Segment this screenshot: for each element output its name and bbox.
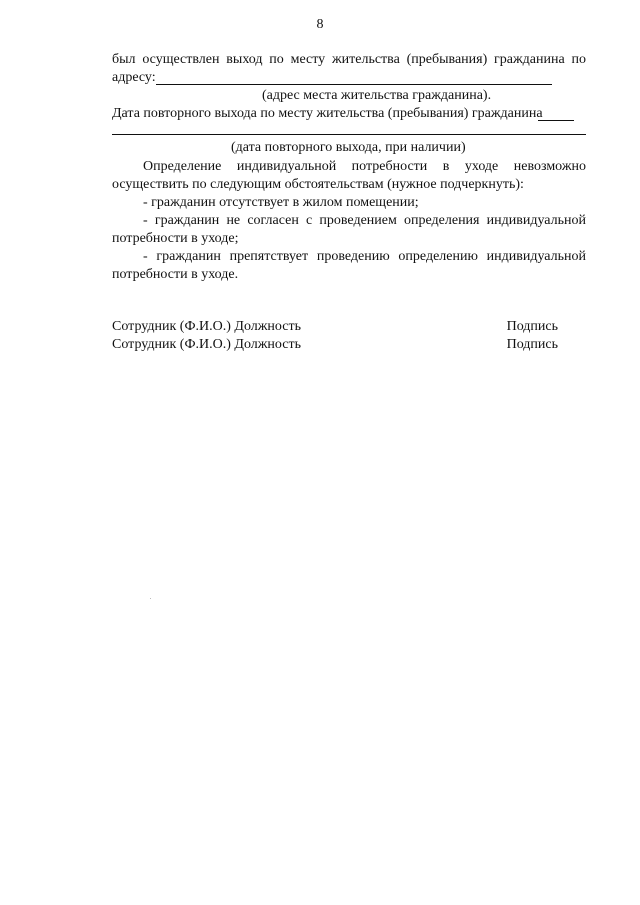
- address-blank-line: [156, 84, 552, 85]
- reason-obstructs-line-2: потребности в уходе.: [112, 267, 239, 282]
- signature-row: [112, 318, 558, 336]
- visit-line-1: был осуществлен выход по месту жительства (пребывания) гражданина по: [112, 52, 586, 67]
- scan-speck: [150, 598, 151, 599]
- signature-label: Подпись: [506, 319, 558, 334]
- reason-not-agree-line-2: потребности в уходе;: [112, 231, 239, 246]
- reason-not-agree-line-1: - гражданин не согласен с проведением определения индивидуальной: [143, 213, 586, 228]
- signature-row: [112, 336, 558, 354]
- repeat-visit-blank-line: [112, 134, 586, 135]
- signature-label: Подпись: [506, 337, 558, 352]
- address-label: адресу:: [112, 70, 156, 85]
- address-caption: (адрес места жительства гражданина).: [262, 88, 492, 103]
- repeat-visit-label: Дата повторного выхода по месту жительства (пребывания) гражданина: [112, 106, 543, 121]
- repeat-visit-caption: (дата повторного выхода, при наличии): [231, 140, 466, 155]
- reason-obstructs-line-1: - гражданин препятствует проведению определению индивидуальной: [143, 249, 586, 264]
- page-number: 8: [316, 17, 324, 32]
- repeat-visit-blank-short: [538, 120, 574, 121]
- employee-label: Сотрудник (Ф.И.О.) Должность: [112, 337, 301, 352]
- determination-line-2: осуществить по следующим обстоятельствам (нужное подчеркнуть):: [112, 177, 524, 192]
- reason-absent: - гражданин отсутствует в жилом помещении;: [143, 195, 419, 210]
- determination-line-1: Определение индивидуальной потребности в уходе невозможно: [143, 159, 586, 174]
- employee-label: Сотрудник (Ф.И.О.) Должность: [112, 319, 301, 334]
